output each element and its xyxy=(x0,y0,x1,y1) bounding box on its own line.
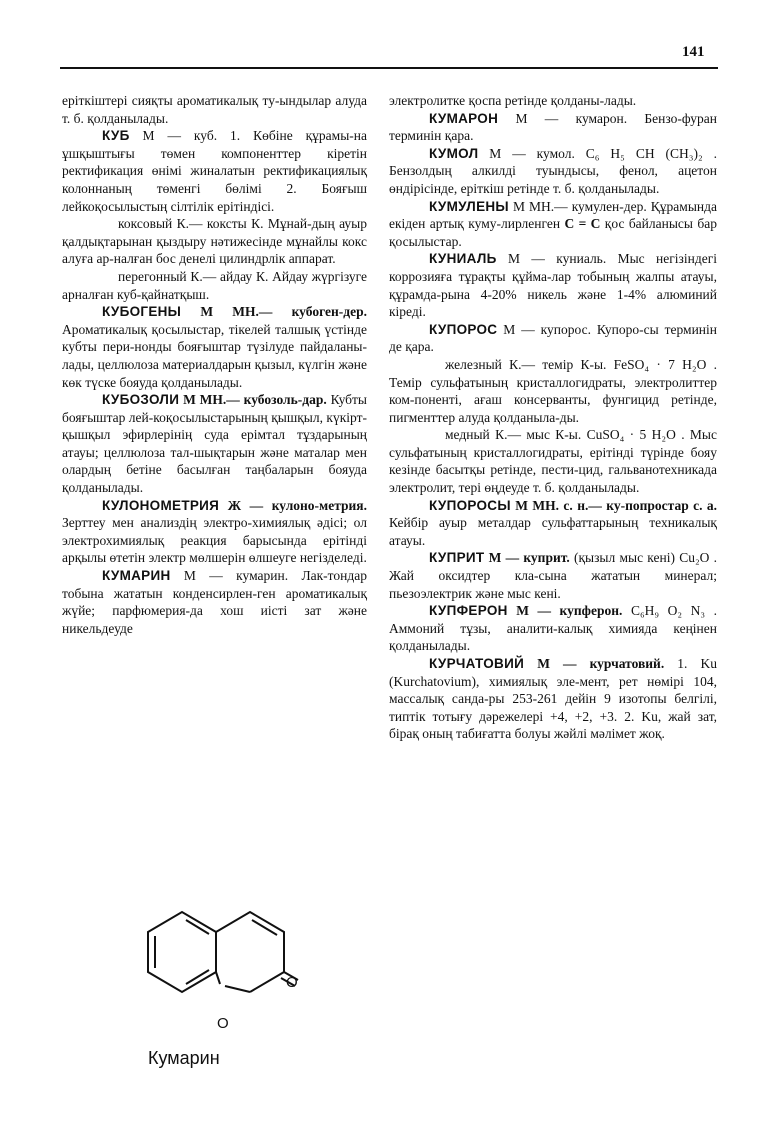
dictionary-entry xyxy=(389,549,717,602)
dictionary-entry xyxy=(389,602,717,655)
headword: КУПОРОС xyxy=(429,321,498,337)
coumarin-structure xyxy=(100,898,320,1048)
entry-text: М — курчатовий. xyxy=(524,656,678,671)
entry-text: Кубты бояғыштар лей-коқосылыстарының қышқыл, күкірт-қышқыл эфирлерінің суда ерімтал тұздарының атауы; целлюлоза тал-шықтарын және маталар мен олардың бетіне басылған таңбаларын бояуда қолданылады. xyxy=(62,392,367,496)
dictionary-entry xyxy=(389,145,717,198)
continued-text xyxy=(62,92,367,127)
carbonyl-oxygen-label: O xyxy=(286,974,298,991)
ring-oxygen-label: O xyxy=(217,1015,229,1032)
entry-text: М — куниаль. Мыс негізіндегі коррозияға тұрақты құйма-лар тобының жалпы атауы, құрамда-рына 4-20% никель және 1-4% алюминий кіреді. xyxy=(389,251,717,320)
headword: КУПОРОСЫ xyxy=(429,497,511,513)
entry-text: 1. Ku (Kurchatovium), химиялық эле-мент, рет нөмірі 104, массалық санда-ры 253-261 дейін 9 изотопы белгілі, типтік тотығу дәрежелері +4, +2, +3. 2. Ku, жай зат, бірақ оның табиғатта болуы жәйлі мәлімет жоқ. xyxy=(389,656,718,742)
headword: КУМУЛЕНЫ xyxy=(429,198,509,214)
entry-text: Кейбір ауыр металдар сульфаттарының техникалық атауы. xyxy=(389,515,717,548)
headword: КУПФЕРОН xyxy=(429,603,508,619)
entry-text: М — купорос. Купоро-сы терминін де қара. xyxy=(389,321,717,355)
entry-text: перегонный К.— айдау К. Айдау жүргізуге арналған куб-қайнатқыш. xyxy=(62,268,367,302)
entry-text: железный К.— темір К-ы. FeSO₄ · 7 H₂O . Темір сульфатының кристаллогидраты, электролиттер ком-поненті, ағаш консерванты, фунгицид ретінде, пигменттер алуда қолданыла-ды. xyxy=(389,356,717,425)
sub-entry xyxy=(389,356,717,426)
entry-text: Ж — кулоно-метрия. xyxy=(219,497,367,513)
entry-text: медный К.— мыс К-ы. CuSO₄ · 5 H₂O . Мыс сульфатының кристаллогидраты, ерітінді түрінде бояу кезінде басытқы ретінде, пести-цид, гальванотехникада электролит, тері өңдеуде т. б. қолданылады. xyxy=(389,427,717,496)
left-column xyxy=(62,92,367,637)
entry-text: C = C xyxy=(564,216,601,232)
dictionary-entry xyxy=(62,303,367,391)
entry-text: М МН.— кумулен-дер. Құрамында екіден артық куму-лирленген xyxy=(389,198,717,232)
entry-text: М — кумол. xyxy=(478,145,586,161)
dictionary-entry xyxy=(389,250,717,320)
dictionary-entry xyxy=(389,321,717,356)
dictionary-entry xyxy=(389,198,717,251)
headword: КУМОЛ xyxy=(429,145,479,161)
headword: КУМАРОН xyxy=(429,110,499,126)
header-rule xyxy=(60,67,718,69)
entry-text: М — куприт. xyxy=(484,550,574,566)
headword: КУБОГЕНЫ xyxy=(102,304,182,320)
dictionary-entry xyxy=(62,127,367,215)
entry-text: М — кумарин. Лак-тондар тобына жататын конденсирлен-ген ароматикалық жүйе; парфюмерия-да хош иісті зат және никельдеуде xyxy=(62,568,367,636)
headword: КУБ xyxy=(102,128,130,144)
entry-text: еріткіштері сияқты ароматикалық ту-ындылар алуда т. б. қолданылады. xyxy=(62,93,367,126)
entry-text: М МН.— кубоген-дер. xyxy=(181,304,367,320)
dictionary-entry xyxy=(389,110,717,145)
figure-caption: Кумарин xyxy=(148,1048,220,1068)
continued-text xyxy=(389,92,717,110)
benzene-ring xyxy=(148,912,216,992)
sub-entry xyxy=(62,268,367,303)
headword: КУРЧАТОВИЙ xyxy=(429,656,525,671)
dictionary-entry xyxy=(62,497,367,567)
right-column xyxy=(389,92,717,743)
entry-text: М МН. с. н.— ку-попростар с. а. xyxy=(510,497,717,513)
pyrone-ring xyxy=(216,912,284,992)
entry-text: (қызыл мыс кені) Cu₂O . Жай оксидтер кла-сына жататын минерал; пьезоэлектрик және мыс кені. xyxy=(389,550,717,601)
entry-text: М — кумарон. Бензо-фуран терминін қара. xyxy=(389,110,717,144)
headword: КУЛОНОМЕТРИЯ xyxy=(102,497,220,513)
coumarin-figure xyxy=(100,898,320,1078)
dictionary-entry xyxy=(62,567,367,637)
entry-text: C₆H₉ O₂ N₃ . Аммоний тұзы, аналити-калық химияда кеңінен қолданылады. xyxy=(389,603,717,654)
sub-entry xyxy=(389,426,717,496)
entry-text: коксовый К.— коксты К. Мұнай-дың ауыр қалдықтарынан қыздыру нәтижесінде мұнайлы кокс алуға ар-налған бос денелі цилиндрлік аппарат. xyxy=(62,216,367,267)
dictionary-entry xyxy=(62,391,367,497)
entry-text: электролитке қоспа ретінде қолданы-лады. xyxy=(389,93,637,108)
dictionary-entry xyxy=(389,655,717,743)
entry-text: Ароматикалық қосылыстар, тікелей талшық үстінде кубты пери-нонды бояғыштар түзілуде пайдаланы-лады, целлюлоза материалдарын қызыл, күлгін және көк түске бояуда қолданылады. xyxy=(62,321,367,390)
headword: КУБОЗОЛИ xyxy=(102,392,180,408)
entry-text: М — купферон. xyxy=(507,603,631,619)
entry-text: М — куб. 1. Көбіне құрамы-на ұшқыштығы төмен компоненттер кіретін ректификация өнімі жиналатын ректификациялық колоннаның төменгі бөлімі 2. Бояғыш лейкоқосылыстың сілтілік ерітіндісі. xyxy=(62,128,367,214)
headword: КУМАРИН xyxy=(102,568,171,584)
entry-text: қос байланысы бар қосылыстар. xyxy=(389,216,717,249)
entry-text: Зерттеу мен анализдің электро-химиялық әдісі; ол электрохимиялық реакция барысында ерітінді арқылы өтетін электр мөлшерін өлшеуге негізделеді. xyxy=(62,515,367,566)
entry-text: C₆ H₅ CH (CH₃)₂ . Бензолдың алкилді туындысы, фенол, ацетон өндірісінде, еріткіш ретінде т. б. қолданылады. xyxy=(389,145,717,196)
headword: КУПРИТ xyxy=(429,550,485,566)
sub-entry xyxy=(62,215,367,268)
dictionary-entry xyxy=(389,497,717,550)
entry-text: М МН.— кубозоль-дар. xyxy=(179,392,331,408)
page-number: 141 xyxy=(682,44,705,60)
headword: КУНИАЛЬ xyxy=(429,251,497,267)
